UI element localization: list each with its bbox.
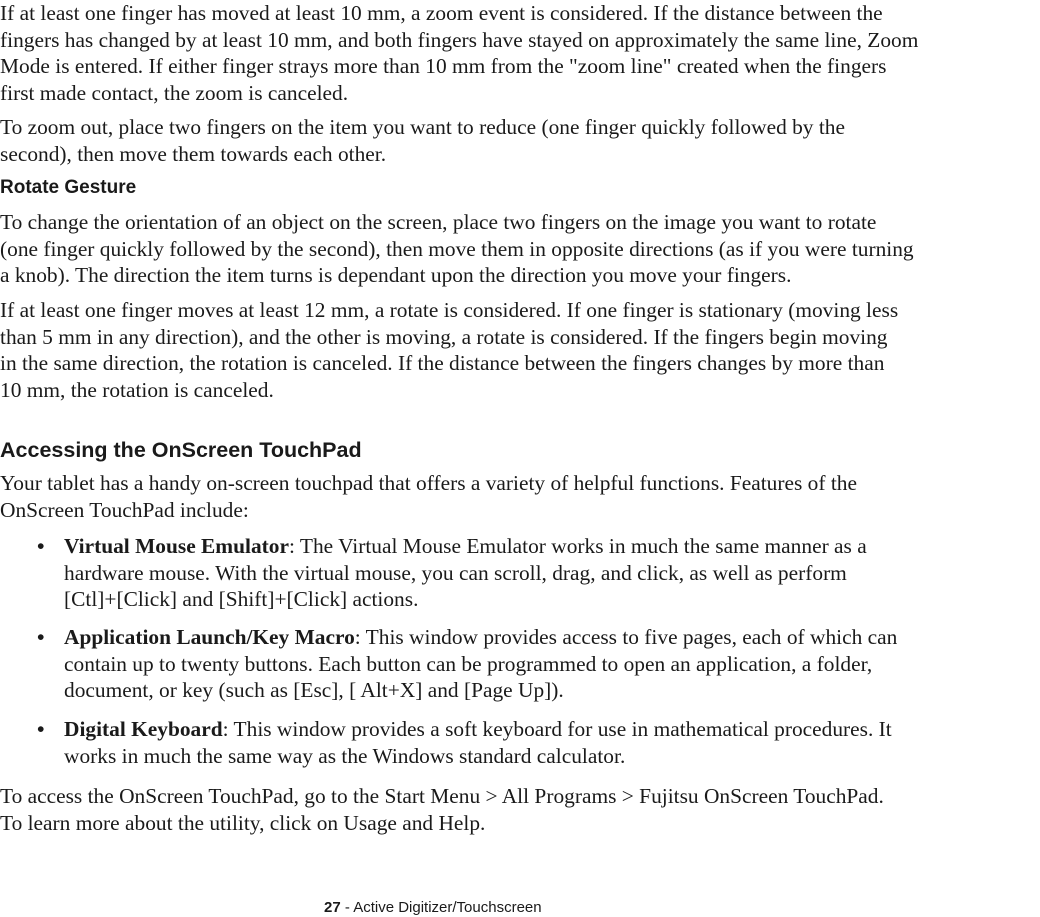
feature-text: : This window provides access to five pages, each of which can [354,625,898,649]
page-number: 27 [324,899,341,916]
text-line: first made contact, the zoom is canceled. [0,80,349,105]
feature-title: Application Launch/Key Macro [64,625,355,649]
feature-text: : The Virtual Mouse Emulator works in much the same manner as a [288,534,867,558]
zoom-out-paragraph [0,114,845,167]
text-line: than 5 mm in any direction), and the other is moving, a rotate is considered. If the fingers begin moving [0,324,888,349]
feature-text: : This window provides a soft keyboard for use in mathematical procedures. It [222,717,892,741]
onscreen-touchpad-heading: Accessing the OnScreen TouchPad [0,438,362,462]
text-line: Your tablet has a handy on-screen touchpad that offers a variety of helpful functions. Features of the [0,471,857,495]
text-line: 10 mm, the rotation is canceled. [0,377,274,402]
text-line: Mode is entered. If either finger strays more than 10 mm from the "zoom line" created when the fingers [0,54,887,79]
text-line: [Ctl]+[Click] and [Shift]+[Click] actions. [64,587,419,612]
text-line: OnScreen TouchPad include: [0,497,249,522]
text-line: contain up to twenty buttons. Each button can be programmed to open an application, a folder, [64,651,873,676]
page-footer [324,899,542,917]
text-line: If at least one finger has moved at least 10 mm, a zoom event is considered. If the distance between the [0,1,883,25]
bullet-icon: • [37,534,45,558]
footer-section-title: - Active Digitizer/Touchscreen [340,899,542,916]
text-line: hardware mouse. With the virtual mouse, you can scroll, drag, and click, as well as perform [64,560,847,585]
touchpad-access-paragraph [0,783,884,836]
text-line: works in much the same way as the Windows standard calculator. [64,743,626,768]
feature-description [64,533,867,613]
text-line: To zoom out, place two fingers on the item you want to reduce (one finger quickly followed by the [0,115,845,139]
bullet-icon: • [37,625,45,649]
zoom-detail-paragraph [0,0,918,106]
rotate-gesture-heading: Rotate Gesture [0,177,137,198]
text-line [64,533,867,560]
text-line: To access the OnScreen TouchPad, go to the Start Menu > All Programs > Fujitsu OnScreen TouchPad. [0,784,884,808]
text-line: To learn more about the utility, click on Usage and Help. [0,810,486,835]
feature-title: Digital Keyboard [64,717,223,741]
touchpad-intro-paragraph [0,470,857,523]
text-line: in the same direction, the rotation is canceled. If the distance between the fingers changes by more than [0,351,885,376]
text-line: fingers has changed by at least 10 mm, and both fingers have stayed on approximately the same line, Zoom [0,27,919,52]
feature-description [64,716,892,769]
text-line [64,624,897,651]
text-line: (one finger quickly followed by the second), then move them in opposite directions (as if you were turning [0,236,914,261]
text-line: To change the orientation of an object on the screen, place two fingers on the image you want to rotate [0,210,877,234]
text-line: a knob). The direction the item turns is dependant upon the direction you move your fingers. [0,263,792,288]
rotate-detail-paragraph [0,297,898,403]
feature-description [64,624,897,704]
text-line: second), then move them towards each other. [0,141,387,166]
text-line: document, or key (such as [Esc], [ Alt+X] and [Page Up]). [64,678,564,703]
text-line: If at least one finger moves at least 12 mm, a rotate is considered. If one finger is stationary (moving less [0,298,899,322]
feature-title: Virtual Mouse Emulator [64,534,289,558]
rotate-intro-paragraph [0,209,914,289]
text-line [64,716,892,743]
bullet-icon: • [37,717,45,741]
